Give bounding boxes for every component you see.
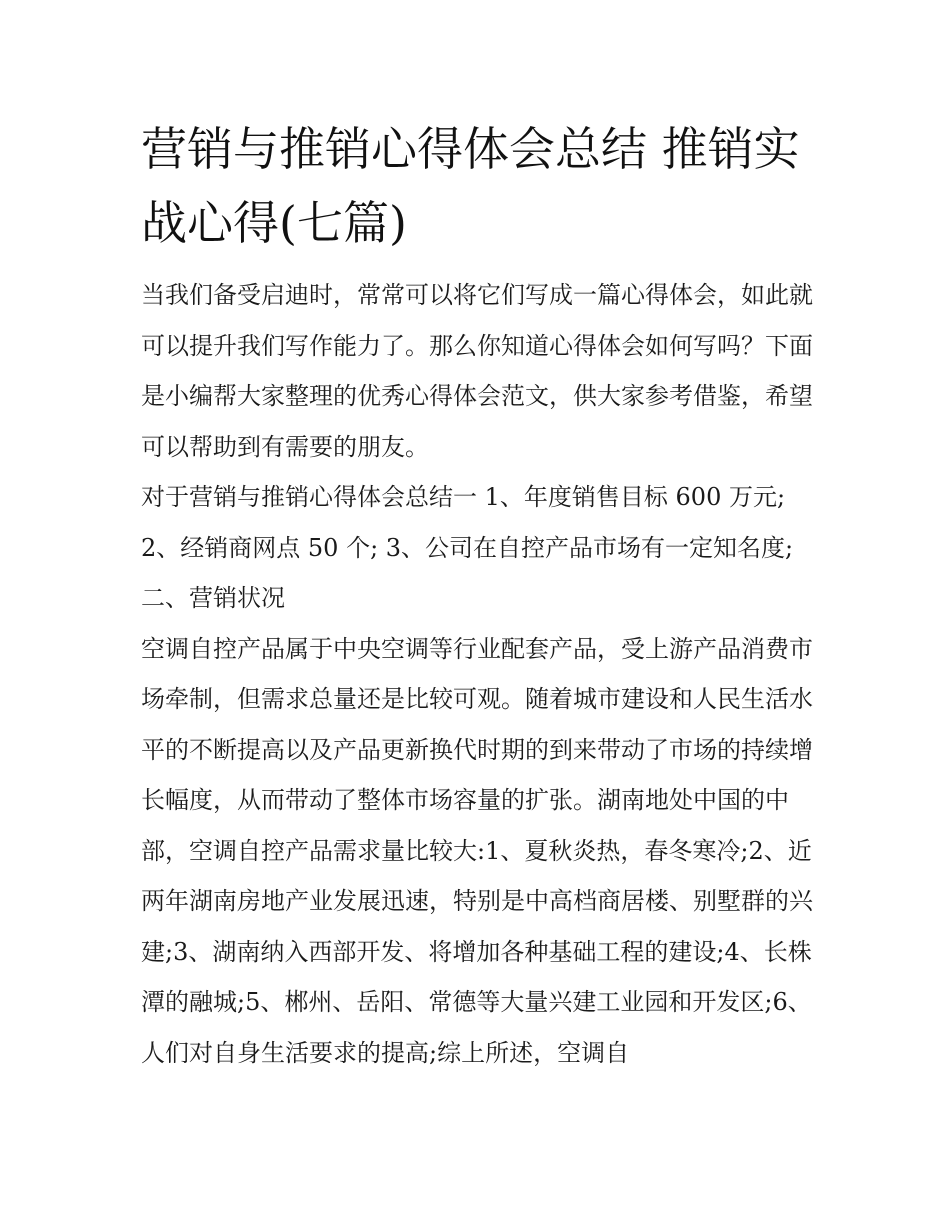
market-paragraph: 空调自控产品属于中央空调等行业配套产品，受上游产品消费市场牵制，但需求总量还是比较可观。随着城市建设和人民生活水平的不断提高以及产品更新换代时期的到来带动了市场的持续增长幅度，从而带动了整体市场容量的扩张。湖南地处中国的中部，空调自控产品需求量比较大:1、夏秋炎热，春冬寒冷;2、近两年湖南房地产业发展迅速，特别是中高档商居楼、别墅群的兴建;3、湖南纳入西部开发、将增加各种基础工程的建设;4、长株潭的融城;5、郴州、岳阳、常德等大量兴建工业园和开发区;6、人们对自身生活要求的提高;综上所述，空调自 [141,634,813,1067]
document-body [141,112,821,1078]
section-heading: 二、营销状况 [141,584,285,612]
targets-paragraph: 对于营销与推销心得体会总结一 1、年度销售目标 600 万元; 2、经销商网点 50 个; 3、公司在自控产品市场有一定知名度; [141,483,794,562]
intro-paragraph: 当我们备受启迪时，常常可以将它们写成一篇心得体会，如此就可以提升我们写作能力了。那么你知道心得体会如何写吗？下面是小编帮大家整理的优秀心得体会范文，供大家参考借鉴，希望可以帮助到有需要的朋友。 [141,281,813,461]
document-title: 营销与推销心得体会总结 推销实战心得(七篇) [141,122,800,250]
